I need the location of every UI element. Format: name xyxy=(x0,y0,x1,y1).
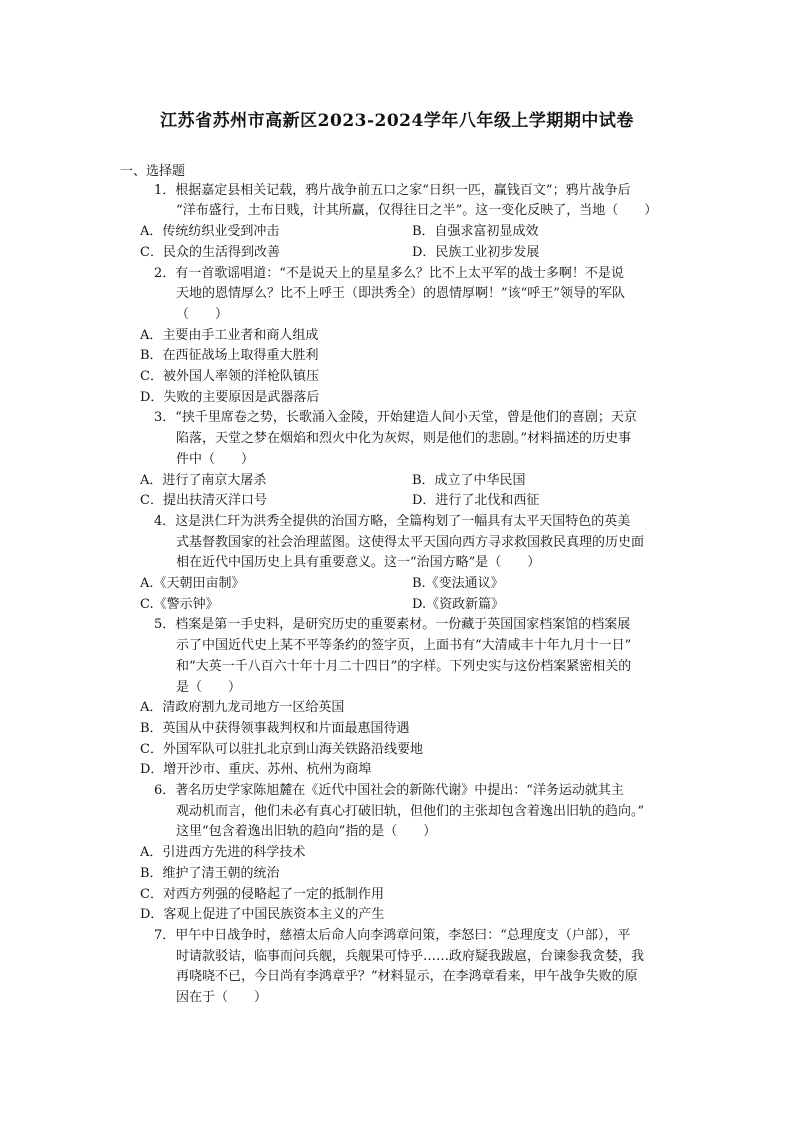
question-4-stem-line: 相在近代中国历史上具有重要意义。这一“治国方略”是（ ） xyxy=(176,555,541,571)
question-2-option: B．在西征战场上取得重大胜利 xyxy=(140,348,319,364)
question-1-option: C．民众的生活得到改善 xyxy=(140,244,280,260)
question-5-option: A．清政府割九龙司地方一区给英国 xyxy=(140,700,345,716)
page-title: 江苏省苏州市高新区2023-2024学年八年级上学期期中试卷 xyxy=(160,111,634,131)
question-2-option: A．主要由手工业者和商人组成 xyxy=(140,327,319,343)
question-6-option: A．引进西方先进的科学技术 xyxy=(140,845,306,861)
question-1-stem-line: 1．根据嘉定县相关记载，鸦片战争前五口之家“日织一匹，赢钱百文”；鸦片战争后 xyxy=(154,182,631,198)
question-4-option: A.《天朝田亩制》 xyxy=(140,576,245,591)
question-2-stem-line: （ ） xyxy=(176,306,229,322)
question-1-option: D．民族工业初步发展 xyxy=(412,244,540,260)
question-1-stem-line: “洋布盛行，土布日贱，计其所赢，仅得往日之半”。这一变化反映了，当地（ ） xyxy=(176,203,658,219)
question-5-option: D．增开沙市、重庆、苏州、杭州为商埠 xyxy=(140,762,372,778)
question-2-stem-line: 天地的恩情厚么？比不上呼王（即洪秀全）的恩情厚啊！”该“呼王”领导的军队 xyxy=(176,286,625,302)
question-6-option: C．对西方列强的侵略起了一定的抵制作用 xyxy=(140,886,384,902)
question-1-option: A．传统纺织业受到冲击 xyxy=(140,224,280,240)
question-4-option: D.《资政新篇》 xyxy=(412,596,505,612)
question-4-stem-line: 式基督教国家的社会治理蓝图。这使得太平天国向西方寻求救国救民真理的历史面 xyxy=(176,534,645,550)
question-5-stem-line: 是（ ） xyxy=(176,679,242,695)
question-7-stem-line: 时请款驳诘，临事而问兵舰，兵舰果可恃乎……政府疑我跋扈，台谏参我贪婪，我 xyxy=(176,948,645,964)
question-3-stem-line: 3．“挟千里席卷之势，长歌涌入金陵，开始建造人间小天堂，曾是他们的喜剧；天京 xyxy=(154,410,637,426)
question-3-option: D．进行了北伐和西征 xyxy=(412,493,540,509)
question-6-stem-line: 这里“包含着逸出旧轨的趋向”指的是（ ） xyxy=(176,824,437,840)
question-6-option: D．客观上促进了中国民族资本主义的产生 xyxy=(140,907,385,923)
question-7-stem-line: 再哓哓不已，今日尚有李鸿章乎？”材料显示，在李鸿章看来，甲午战争失败的原 xyxy=(176,969,638,985)
question-4-option: B.《变法通议》 xyxy=(412,576,504,591)
question-5-stem-line: 和“大英一千八百六十年十月二十四日”的字样。下列史实与这份档案紧密相关的 xyxy=(176,658,632,674)
section-heading: 一、选择题 xyxy=(120,164,186,179)
question-6-option: B．维护了清王朝的统治 xyxy=(140,865,280,881)
question-2-stem-line: 2．有一首歌谣唱道：“不是说天上的星星多么？比不上太平军的战士多啊！不是说 xyxy=(154,265,624,281)
question-5-stem-line: 示了中国近代史上某不平等条约的签字页，上面书有“大清咸丰十年九月十一日” xyxy=(176,638,632,654)
question-7-stem-line: 因在于（ ） xyxy=(176,990,268,1005)
question-5-stem-line: 5．档案是第一手史料，是研究历史的重要素材。一份藏于英国国家档案馆的档案展 xyxy=(154,617,631,633)
question-1-option: B．自强求富初显成效 xyxy=(412,224,539,240)
question-2-option: C．被外国人率领的洋枪队镇压 xyxy=(140,369,319,384)
question-2-option: D．失败的主要原因是武器落后 xyxy=(140,389,320,405)
question-4-stem-line: 4．这是洪仁玕为洪秀全提供的治国方略，全篇构划了一幅具有太平天国特色的英美 xyxy=(154,513,631,529)
question-3-option: A．进行了南京大屠杀 xyxy=(140,472,267,488)
question-3-stem-line: 件中（ ） xyxy=(176,451,255,467)
question-3-option: B．成立了中华民国 xyxy=(412,472,526,488)
question-3-option: C．提出扶清灭洋口号 xyxy=(140,493,267,509)
question-7-stem-line: 7．甲午中日战争时，慈禧太后命人向李鸿章问策，李怒曰：“总理度支（户部），平 xyxy=(154,927,631,943)
question-6-stem-line: 6．著名历史学家陈旭麓在《近代中国社会的新陈代谢》中提出：“洋务运动就其主 xyxy=(154,783,624,798)
question-4-option: C.《警示钟》 xyxy=(140,596,219,612)
question-5-option: B．英国从中获得领事裁判权和片面最惠国待遇 xyxy=(140,720,410,736)
question-3-stem-line: 陷落，天堂之梦在烟焰和烈火中化为灰烬，则是他们的悲剧。”材料描述的历史事 xyxy=(176,431,632,447)
question-6-stem-line: 观动机而言，他们未必有真心打破旧轨，但他们的主张却包含着逸出旧轨的趋向。” xyxy=(176,803,645,819)
question-5-option: C．外国军队可以驻扎北京到山海关铁路沿线要地 xyxy=(140,741,423,757)
